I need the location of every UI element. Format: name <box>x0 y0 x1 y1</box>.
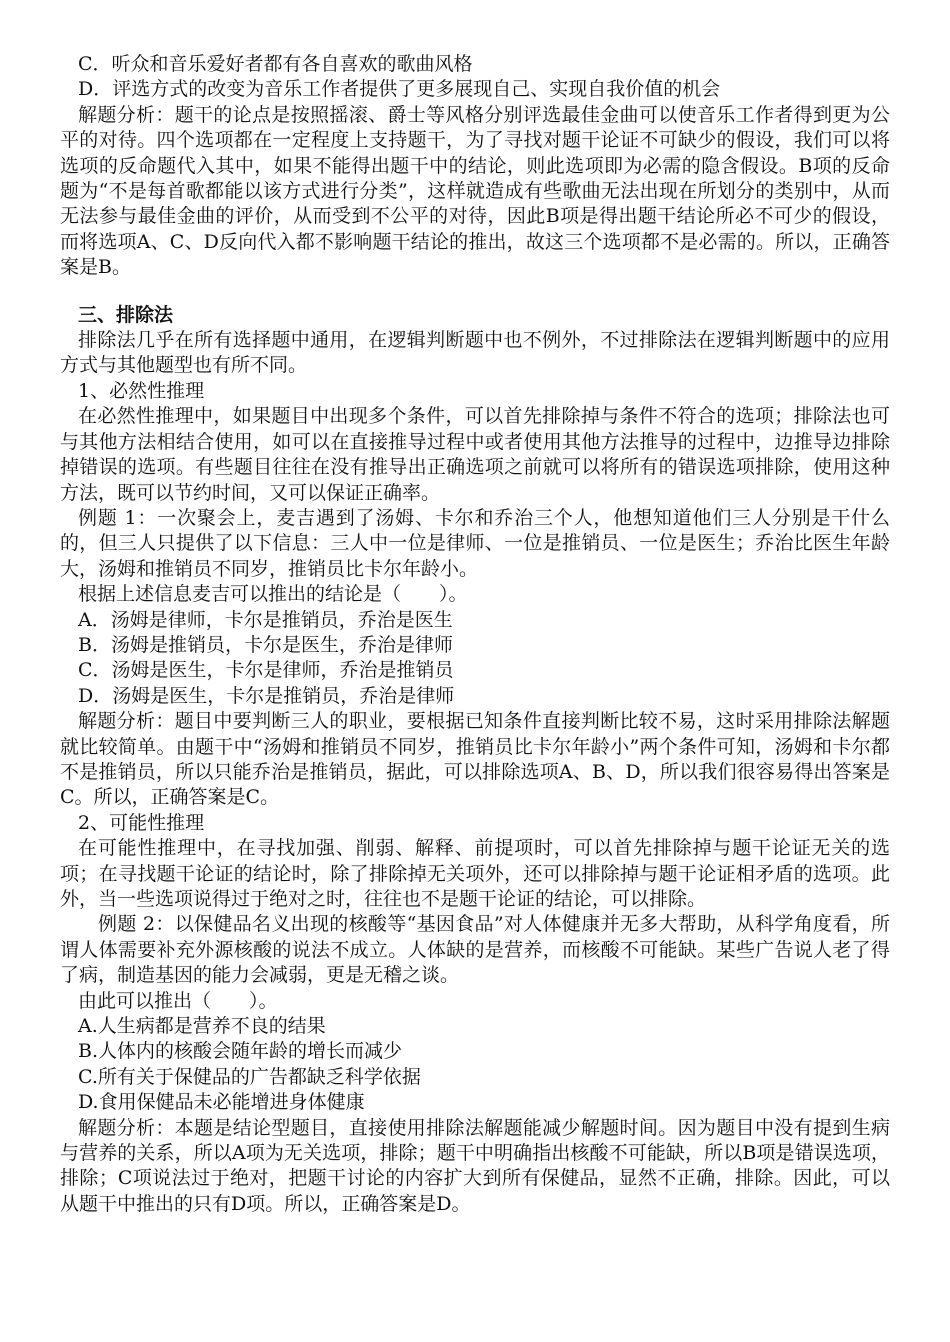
prev-option-d: D．评选方式的改变为音乐工作者提供了更多展现自己、实现自我价值的机会 <box>78 78 721 101</box>
example1-option-a: A．汤姆是律师，卡尔是推销员，乔治是医生 <box>78 608 453 631</box>
prev-option-c: C．听众和音乐爱好者都有各自喜欢的歌曲风格 <box>78 53 473 75</box>
part1-body: 在必然性推理中，如果题目中出现多个条件，可以首先排除掉与条件不符合的选项；排除法也可与其他方法相结合使用，如可以在直接推导过程中或者使用其他方法推导的过程中，边推导边排除掉错误的选项。有些题目往往在没有推导出正确选项之前就可以将所有的错误选项排除，使用这种方法，既可以节约时间，又可以保证正确率。 <box>60 405 890 504</box>
example2-text: 例题 2：以保健品名义出现的核酸等“基因食品”对人体健康并无多大帮助，从科学角度看，所谓人体需要补充外源核酸的说法不成立。人体缺的是营养，而核酸不可能缺。某些广告说人老了得了病，制造基因的能力会减弱，更是无稽之谈。 <box>60 913 890 987</box>
part1-heading: 1、必然性推理 <box>78 379 205 402</box>
example2-option-b: B.人体内的核酸会随年龄的增长而减少 <box>78 1040 403 1063</box>
example2-option-a: A.人生病都是营养不良的结果 <box>78 1015 326 1038</box>
example1-option-b: B．汤姆是推销员，卡尔是医生，乔治是律师 <box>78 633 453 656</box>
part2-heading: 2、可能性推理 <box>78 811 205 834</box>
part2-body: 在可能性推理中，在寻找加强、削弱、解释、前提项时，可以首先排除掉与题干论证无关的选项；在寻找题干论证的结论时，除了排除掉无关项外，还可以排除掉与题干论证相矛盾的选项。此外，当一些选项说得过于绝对之时，往往也不是题干论证的结论，可以排除。 <box>60 837 890 910</box>
example2-option-d: D.食用保健品未必能增进身体健康 <box>78 1091 365 1114</box>
example2-option-c: C.所有关于保健品的广告都缺乏科学依据 <box>78 1065 421 1088</box>
example1-option-c: C．汤姆是医生，卡尔是律师，乔治是推销员 <box>78 659 454 682</box>
prev-analysis: 解题分析：题干的论点是按照摇滚、爵士等风格分别评选最佳金曲可以使音乐工作者得到更为公平的对待。四个选项都在一定程度上支持题干，为了寻找对题干论证不可缺少的假设，我们可以将选项的反命题代入其中，如果不能得出题干中的结论，则此选项即为必需的隐含假设。B项的反命题为“不是每首歌都能以该方式进行分类”，这样就造成有些歌曲无法出现在所划分的类别中，从而无法参与最佳金曲的评价，从而受到不公平的对待，因此B项是得出题干结论所必不可少的假设，而将选项A、C、D反向代入都不影响题干结论的推出，故这三个选项都不是必需的。所以，正确答案是B。 <box>60 103 890 279</box>
example1-question: 根据上述信息麦吉可以推出的结论是（ ）。 <box>78 583 468 606</box>
example2-analysis: 解题分析：本题是结论型题目，直接使用排除法解题能减少解题时间。因为题目中没有提到生病与营养的关系，所以A项为无关选项，排除；题干中明确指出核酸不可能缺，所以B项是错误选项，排除；C项说法过于绝对，把题干讨论的内容扩大到所有保健品，显然不正确，排除。因此，可以从题干中推出的只有D项。所以，正确答案是D。 <box>60 1116 890 1215</box>
example1-analysis: 解题分析：题目中要判断三人的职业，要根据已知条件直接判断比较不易，这时采用排除法解题就比较简单。由题干中“汤姆和推销员不同岁，推销员比卡尔年龄小”两个条件可知，汤姆和卡尔都不是推销员，所以只能乔治是推销员，据此，可以排除选项A、B、D，所以我们很容易得出答案是C。所以，正确答案是C。 <box>60 710 890 809</box>
example2-question: 由此可以推出（ ）。 <box>78 989 278 1012</box>
section-heading: 三、排除法 <box>78 303 174 326</box>
example1-text: 例题 1：一次聚会上，麦吉遇到了汤姆、卡尔和乔治三个人，他想知道他们三人分别是干什么的，但三人只提供了以下信息：三人中一位是律师、一位是推销员、一位是医生；乔治比医生年龄大，汤姆和推销员不同岁，推销员比卡尔年龄小。 <box>60 506 890 580</box>
example1-option-d: D．汤姆是医生，卡尔是推销员，乔治是律师 <box>78 684 455 707</box>
section-intro: 排除法几乎在所有选择题中通用，在逻辑判断题中也不例外，不过排除法在逻辑判断题中的应用方式与其他题型也有所不同。 <box>60 329 890 377</box>
